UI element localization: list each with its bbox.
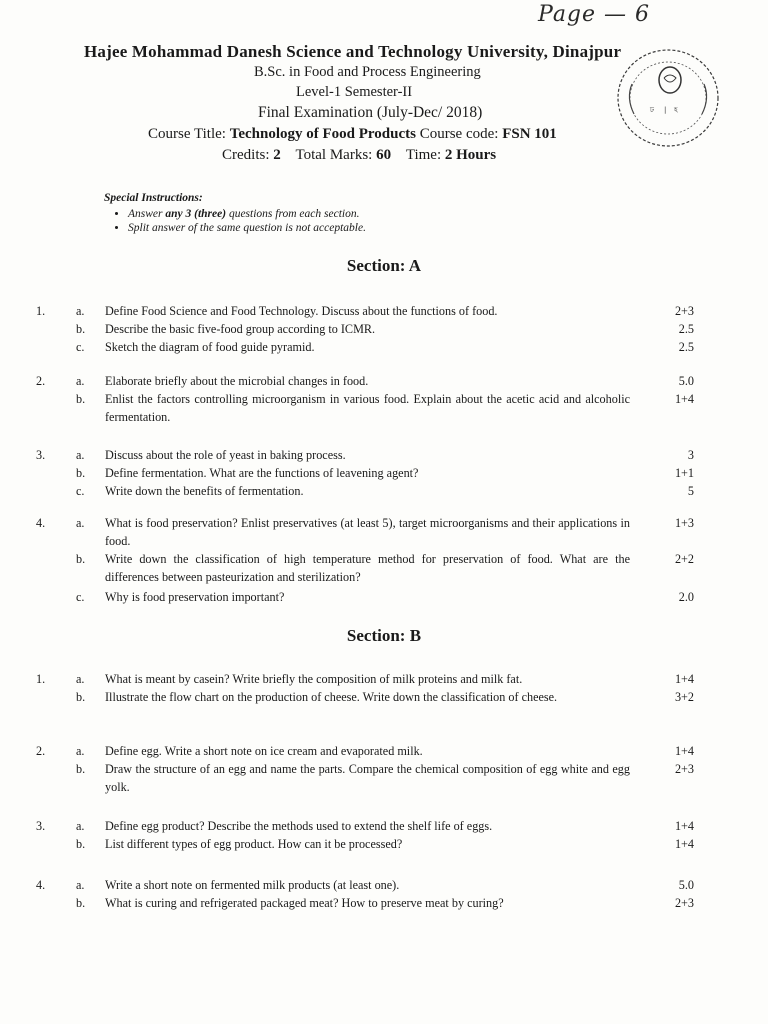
course-title-label: Course Title: <box>148 126 226 142</box>
question-number: 3. <box>36 448 46 462</box>
part-text: Write down the benefits of fermentation. <box>105 484 304 498</box>
part-text: Sketch the diagram of food guide pyramid. <box>105 340 315 354</box>
part-text: Define egg product? Describe the methods used to extend the shelf life of eggs. <box>105 819 493 833</box>
question-number: 4. <box>36 516 46 530</box>
part-marks: 2.5 <box>678 340 694 354</box>
part-marks: 1+4 <box>674 837 694 851</box>
part-text: Define fermentation. What are the functions of leavening agent? <box>105 466 419 480</box>
part-marks: 1+3 <box>674 516 694 530</box>
question-part <box>0 876 768 894</box>
part-label: a. <box>76 878 85 892</box>
course-title: Technology of Food Products <box>229 126 416 142</box>
question-number: 4. <box>36 878 46 892</box>
part-text: Write down the classification of high temperature method for preservation of food. What are the differences between pasteurization and sterilization? <box>105 552 630 584</box>
question-part <box>0 302 768 320</box>
credits-value: 2 <box>273 147 281 163</box>
question-part <box>0 742 768 760</box>
total-marks-label: Total Marks: <box>295 147 373 163</box>
course-line <box>148 126 557 143</box>
part-marks: 2.0 <box>678 590 694 604</box>
time-label: Time: <box>405 147 442 163</box>
part-label: b. <box>76 837 86 851</box>
part-text: Describe the basic five-food group according to ICMR. <box>105 322 376 336</box>
part-label: a. <box>76 448 85 462</box>
part-marks: 5 <box>687 484 694 498</box>
part-label: b. <box>76 322 86 336</box>
part-marks: 2.5 <box>678 322 694 336</box>
part-label: a. <box>76 819 85 833</box>
credits-line <box>222 147 496 164</box>
part-marks: 1+4 <box>674 744 694 758</box>
part-marks: 3 <box>687 448 694 462</box>
part-text: Define Food Science and Food Technology. Discuss about the functions of food. <box>105 304 498 318</box>
part-marks: 1+1 <box>674 466 694 480</box>
question-part <box>0 338 768 356</box>
part-marks: 1+4 <box>674 392 694 406</box>
part-label: b. <box>76 896 86 910</box>
question-part <box>0 817 768 835</box>
part-text: Write a short note on fermented milk products (at least one). <box>105 878 400 892</box>
part-label: b. <box>76 392 86 406</box>
part-marks: 5.0 <box>678 878 694 892</box>
part-text: List different types of egg product. How can it be processed? <box>105 837 403 851</box>
special-instructions <box>104 192 366 236</box>
question-number: 2. <box>36 744 46 758</box>
part-label: b. <box>76 466 86 480</box>
question-part <box>0 588 768 606</box>
part-text: Discuss about the role of yeast in baking process. <box>105 448 346 462</box>
question-part <box>0 550 768 586</box>
part-label: a. <box>76 744 85 758</box>
exam-name: Final Examination (July-Dec/ 2018) <box>258 104 483 121</box>
question-part <box>0 514 768 550</box>
part-label: b. <box>76 552 86 566</box>
question-part <box>0 390 768 426</box>
total-marks-value: 60 <box>376 147 392 163</box>
svg-text:|: | <box>664 106 667 114</box>
question-part <box>0 372 768 390</box>
part-marks: 5.0 <box>678 374 694 388</box>
question-part <box>0 446 768 464</box>
part-text: Why is food preservation important? <box>105 590 285 604</box>
part-marks: 3+2 <box>674 690 694 704</box>
university-name: Hajee Mohammad Danesh Science and Technology University, Dinajpur <box>84 42 622 61</box>
question-part <box>0 835 768 853</box>
part-label: a. <box>76 672 85 686</box>
part-marks: 2+3 <box>674 304 694 318</box>
part-label: b. <box>76 690 86 704</box>
part-label: c. <box>76 484 85 498</box>
course-code-label: Course code: <box>419 126 499 142</box>
question-number: 3. <box>36 819 46 833</box>
instruction-item: • Split answer of the same question is not acceptable. <box>128 222 366 234</box>
handwritten-page-note: Page — 6 <box>538 2 651 27</box>
part-label: b. <box>76 762 86 776</box>
level-semester: Level-1 Semester-II <box>296 84 413 100</box>
part-marks: 1+4 <box>674 819 694 833</box>
course-code: FSN 101 <box>502 126 557 142</box>
part-text: Elaborate briefly about the microbial changes in food. <box>105 374 369 388</box>
part-label: a. <box>76 516 85 530</box>
part-text: Define egg. Write a short note on ice cream and evaporated milk. <box>105 744 423 758</box>
question-part <box>0 688 768 706</box>
part-text: What is curing and refrigerated packaged meat? How to preserve meat by curing? <box>105 896 504 910</box>
part-marks: 2+3 <box>674 896 694 910</box>
question-number: 1. <box>36 672 46 686</box>
question-part <box>0 482 768 500</box>
part-label: a. <box>76 304 85 318</box>
section-title: Section: A <box>346 256 422 275</box>
part-text: Draw the structure of an egg and name the parts. Compare the chemical composition of egg white and egg yolk. <box>105 762 630 794</box>
svg-text:হ: হ <box>674 106 678 114</box>
university-seal-stamp <box>612 44 724 152</box>
question-number: 2. <box>36 374 46 388</box>
question-part <box>0 760 768 796</box>
svg-text:ঢ: ঢ <box>650 106 654 114</box>
part-text: Illustrate the flow chart on the production of cheese. Write down the classification of cheese. <box>105 690 558 704</box>
part-text: Enlist the factors controlling microorganism in various food. Explain about the acetic acid and alcoholic fermentation. <box>105 392 630 424</box>
part-text: What is meant by casein? Write briefly the composition of milk proteins and milk fat. <box>105 672 523 686</box>
part-marks: 1+4 <box>674 672 694 686</box>
instructions-title: Special Instructions: <box>104 192 203 204</box>
question-part <box>0 670 768 688</box>
instruction-item: • Answer any 3 (three) questions from each section. <box>128 208 366 220</box>
part-marks: 2+2 <box>674 552 694 566</box>
question-number: 1. <box>36 304 46 318</box>
question-part <box>0 320 768 338</box>
question-part <box>0 894 768 912</box>
part-label: c. <box>76 590 85 604</box>
part-text: What is food preservation? Enlist preservatives (at least 5), target microorganisms and their applications in food. <box>105 516 630 548</box>
part-marks: 2+3 <box>674 762 694 776</box>
credits-label: Credits: <box>222 147 270 163</box>
section-title: Section: B <box>346 626 422 645</box>
time-value: 2 Hours <box>444 147 497 163</box>
program-name: B.Sc. in Food and Process Engineering <box>254 64 481 80</box>
part-label: c. <box>76 340 85 354</box>
question-part <box>0 464 768 482</box>
part-label: a. <box>76 374 85 388</box>
